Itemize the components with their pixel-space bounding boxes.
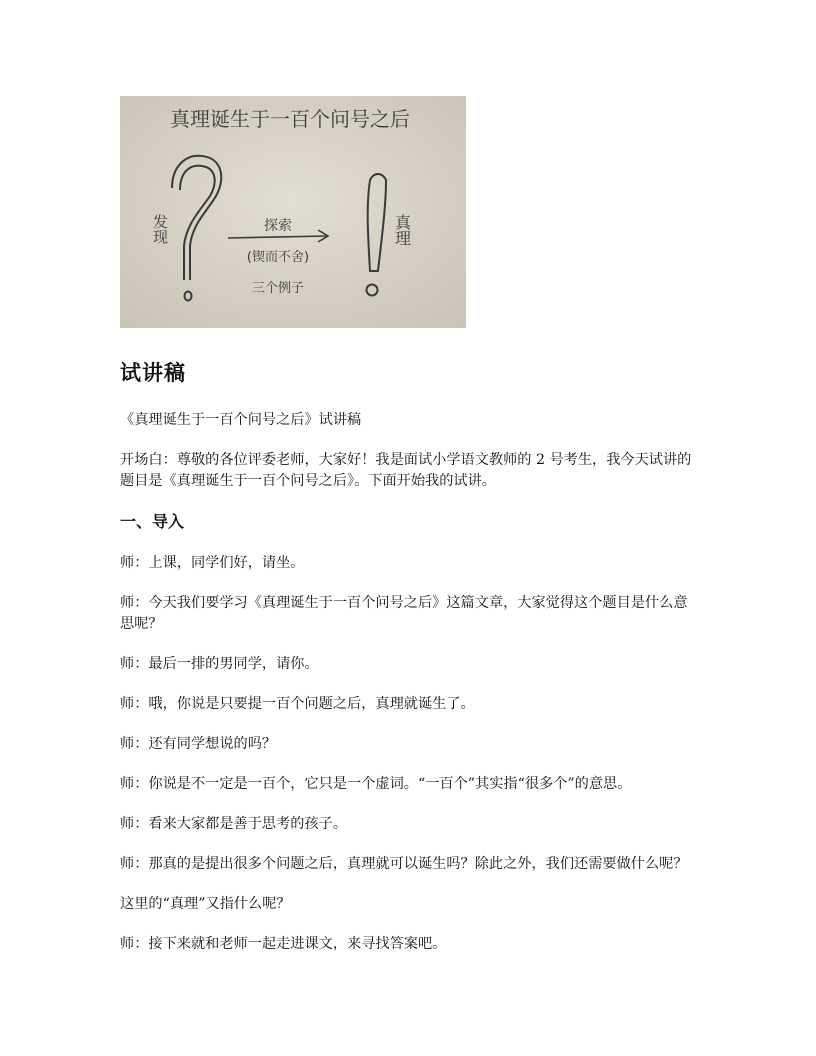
board-heading: 真理诞生于一百个问号之后 xyxy=(170,107,410,131)
board-arrow-note: (锲而不舍) xyxy=(246,250,310,265)
board-sketch-photo xyxy=(120,96,466,328)
board-left-label: 发现 xyxy=(151,214,169,244)
doc-subtitle: 《真理诞生于一百个问号之后》试讲稿 xyxy=(120,412,362,428)
section-heading-intro: 一、导入 xyxy=(120,512,185,531)
dialogue-line: 师：今天我们要学习《真理诞生于一百个问号之后》这篇文章，大家觉得这个题目是什么意思呢？ xyxy=(120,595,688,632)
dialogue-line: 师：接下来就和老师一起走进课文，来寻找答案吧。 xyxy=(120,936,447,952)
dialogue-line: 师：上课，同学们好，请坐。 xyxy=(120,555,305,571)
board-right-label: 真理 xyxy=(392,214,412,246)
doc-body xyxy=(120,410,700,974)
dialogue-line: 师：你说是不一定是一百个，它只是一个虚词。“一百个”其实指“很多个”的意思。 xyxy=(120,776,632,792)
dialogue-line: 师：看来大家都是善于思考的孩子。 xyxy=(120,816,348,832)
intro-paragraph: 开场白：尊敬的各位评委老师，大家好！我是面试小学语文教师的 2 号考生，我今天试讲的题目是《真理诞生于一百个问号之后》。下面开始我的试讲。 xyxy=(120,452,692,489)
board-examples-label: 三个例子 xyxy=(251,281,305,296)
doc-title: 试讲稿 xyxy=(120,361,186,385)
dialogue-line: 师：还有同学想说的吗？ xyxy=(120,736,277,752)
document-page xyxy=(120,96,700,952)
dialogue-line: 这里的“真理”又指什么呢？ xyxy=(120,896,291,912)
board-arrow-label: 探索 xyxy=(264,218,292,234)
dialogue-line: 师：哦，你说是只要提一百个问题之后，真理就诞生了。 xyxy=(120,696,475,712)
board-sketch-drawing xyxy=(120,96,466,328)
dialogue-line: 师：那真的是提出很多个问题之后，真理就可以诞生吗？除此之外，我们还需要做什么呢？ xyxy=(120,856,688,872)
dialogue-line: 师：最后一排的男同学，请你。 xyxy=(120,656,319,672)
